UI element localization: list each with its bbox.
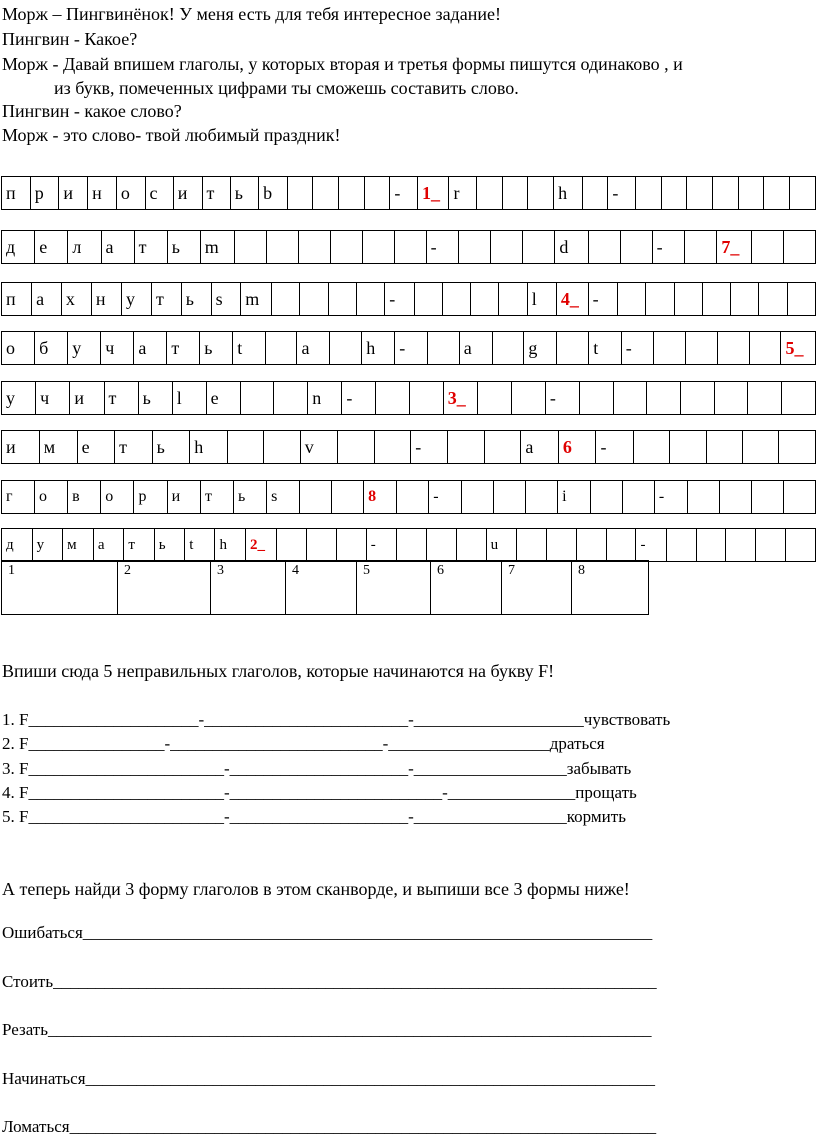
crossword-cell[interactable] — [362, 231, 394, 264]
crossword-cell[interactable] — [633, 431, 669, 464]
crossword-cell[interactable]: ч — [36, 382, 70, 415]
crossword-cell[interactable] — [528, 177, 554, 210]
crossword-cell[interactable] — [680, 382, 714, 415]
crossword-cell[interactable] — [300, 283, 328, 316]
crossword-cell[interactable]: - — [596, 431, 633, 464]
crossword-cell[interactable] — [298, 231, 330, 264]
crossword-cell[interactable]: т — [202, 177, 230, 210]
crossword-cell[interactable]: v — [300, 431, 338, 464]
crossword-cell[interactable]: х — [61, 283, 91, 316]
crossword-cell[interactable]: р — [30, 177, 59, 210]
crossword-cell[interactable]: m — [200, 231, 234, 264]
crossword-cell[interactable] — [706, 431, 742, 464]
crossword-cell[interactable] — [523, 231, 555, 264]
crossword-row — [1, 331, 816, 365]
dialog-line: Морж - это слово- твой любимый праздник! — [2, 125, 341, 145]
crossword-cell[interactable] — [702, 283, 730, 316]
crossword-cell[interactable] — [783, 231, 815, 264]
crossword-cell[interactable]: i — [558, 481, 591, 514]
crossword-cell[interactable]: л — [68, 231, 101, 264]
crossword-cell[interactable]: у — [32, 529, 63, 562]
answer-cell[interactable] — [211, 561, 286, 615]
crossword-cell[interactable] — [414, 283, 442, 316]
crossword-cell[interactable] — [756, 529, 786, 562]
crossword-cell[interactable] — [714, 382, 748, 415]
crossword-cell[interactable] — [779, 431, 816, 464]
crossword-cell[interactable] — [588, 231, 620, 264]
crossword-cell[interactable] — [719, 481, 751, 514]
crossword-cell[interactable]: - — [411, 431, 448, 464]
crossword-cell[interactable] — [613, 382, 647, 415]
crossword-cell[interactable]: - — [390, 177, 418, 210]
crossword-cell[interactable] — [576, 529, 606, 562]
crossword-cell[interactable] — [666, 529, 696, 562]
crossword-cell[interactable] — [526, 481, 558, 514]
crossword-cell[interactable]: 4_ — [556, 283, 588, 316]
crossword-cell[interactable] — [374, 431, 410, 464]
crossword-cell[interactable]: 3_ — [443, 382, 478, 415]
crossword-cell[interactable] — [557, 332, 589, 365]
crossword-cell[interactable] — [448, 431, 484, 464]
crossword-cell[interactable]: ь — [154, 529, 184, 562]
crossword-cell[interactable]: ь — [167, 231, 200, 264]
crossword-cell[interactable]: о — [2, 332, 35, 365]
crossword-cell[interactable] — [502, 177, 528, 210]
answer-number: 6 — [437, 563, 444, 578]
crossword-cell[interactable] — [782, 382, 816, 415]
crossword-cell[interactable] — [300, 481, 332, 514]
task1-item[interactable]: 1. F____________________-________________________-____________________чувствовать — [2, 710, 671, 729]
crossword-cell[interactable]: s — [211, 283, 241, 316]
crossword-cell[interactable] — [726, 529, 756, 562]
crossword-cell[interactable] — [336, 529, 366, 562]
crossword-cell[interactable] — [751, 481, 783, 514]
answer-number-row — [1, 560, 649, 615]
task1-item[interactable]: 4. F_______________________-_________________________-_______________прощать — [2, 783, 637, 802]
crossword-cell[interactable]: г — [2, 481, 35, 514]
crossword-cell[interactable]: 8 — [364, 481, 397, 514]
crossword-cell[interactable]: u — [486, 529, 517, 562]
answer-number: 4 — [292, 563, 299, 578]
crossword-cell[interactable]: р — [134, 481, 167, 514]
crossword-cell[interactable] — [790, 177, 816, 210]
answer-cell[interactable] — [431, 561, 502, 615]
task1-title: Впиши сюда 5 неправильных глаголов, которые начинаются на букву F! — [2, 661, 555, 681]
crossword-cell[interactable]: е — [35, 231, 68, 264]
crossword-cell[interactable]: s — [267, 481, 300, 514]
crossword-cell[interactable]: о — [101, 481, 134, 514]
crossword-cell[interactable]: - — [545, 382, 579, 415]
crossword-cell[interactable] — [492, 332, 524, 365]
crossword-cell[interactable] — [287, 177, 313, 210]
crossword-cell[interactable] — [339, 177, 365, 210]
crossword-cell[interactable]: t — [233, 332, 266, 365]
crossword-row — [1, 282, 816, 316]
crossword-cell[interactable]: о — [34, 481, 67, 514]
crossword-cell[interactable] — [397, 481, 429, 514]
crossword-cell[interactable]: у — [122, 283, 152, 316]
crossword-cell[interactable]: и — [173, 177, 202, 210]
crossword-cell[interactable]: m — [241, 283, 272, 316]
crossword-cell[interactable] — [376, 382, 410, 415]
crossword-cell[interactable]: h — [554, 177, 583, 210]
crossword-cell[interactable]: - — [608, 177, 636, 210]
crossword-cell[interactable] — [512, 382, 546, 415]
crossword-cell[interactable]: е — [77, 431, 115, 464]
crossword-cell[interactable]: т — [151, 283, 181, 316]
dialog-line: Пингвин - какое слово? — [2, 101, 182, 121]
crossword-cell[interactable]: п — [2, 283, 32, 316]
crossword-cell[interactable] — [234, 231, 266, 264]
crossword-cell[interactable] — [646, 283, 674, 316]
crossword-cell[interactable]: н — [91, 283, 121, 316]
crossword-cell[interactable] — [517, 529, 547, 562]
crossword-cell[interactable]: ь — [152, 431, 190, 464]
crossword-cell[interactable] — [743, 431, 779, 464]
crossword-cell[interactable] — [397, 529, 427, 562]
crossword-cell[interactable] — [328, 283, 356, 316]
crossword-cell[interactable]: h — [190, 431, 228, 464]
crossword-cell[interactable]: в — [68, 481, 101, 514]
crossword-cell[interactable] — [674, 283, 702, 316]
crossword-cell[interactable]: у — [2, 382, 36, 415]
crossword-cell[interactable] — [764, 177, 790, 210]
crossword-cell[interactable] — [477, 177, 503, 210]
crossword-cell[interactable] — [456, 529, 486, 562]
task2-item[interactable]: Стоить_______________________________________________________________________ — [2, 972, 657, 991]
crossword-cell[interactable]: м — [39, 431, 77, 464]
dialog-line: Пингвин - Какое? — [2, 29, 138, 49]
task2-item[interactable]: Начинаться___________________________________________________________________ — [2, 1069, 656, 1088]
crossword-cell[interactable] — [751, 231, 783, 264]
crossword-cell[interactable]: и — [2, 431, 40, 464]
crossword-cell[interactable]: - — [429, 481, 462, 514]
crossword-cell[interactable]: g — [524, 332, 557, 365]
crossword-cell[interactable] — [622, 481, 654, 514]
task1-item[interactable]: 3. F_______________________-_____________________-__________________забывать — [2, 759, 632, 778]
crossword-cell[interactable]: - — [366, 529, 396, 562]
crossword-cell[interactable] — [661, 177, 687, 210]
crossword-cell[interactable]: - — [652, 231, 685, 264]
crossword-cell[interactable] — [394, 231, 426, 264]
answer-cell[interactable] — [572, 561, 649, 615]
task2-item[interactable]: Ломаться_____________________________________________________________________ — [2, 1117, 657, 1136]
crossword-cell[interactable]: т — [115, 431, 152, 464]
crossword-cell[interactable] — [654, 332, 686, 365]
answer-cell[interactable] — [357, 561, 431, 615]
answer-number: 2 — [124, 563, 131, 578]
crossword-cell[interactable] — [410, 382, 444, 415]
crossword-cell[interactable]: a — [521, 431, 559, 464]
crossword-cell[interactable]: т — [134, 231, 167, 264]
crossword-cell[interactable] — [491, 231, 523, 264]
crossword-cell[interactable]: а — [134, 332, 167, 365]
crossword-cell[interactable]: 2_ — [246, 529, 277, 562]
crossword-cell[interactable]: e — [206, 382, 240, 415]
answer-number: 5 — [363, 563, 370, 578]
crossword-cell[interactable] — [606, 529, 636, 562]
crossword-cell[interactable]: а — [101, 231, 134, 264]
crossword-cell[interactable] — [696, 529, 726, 562]
crossword-cell[interactable]: 7_ — [717, 231, 751, 264]
crossword-cell[interactable]: ь — [181, 283, 211, 316]
crossword-cell[interactable]: a — [459, 332, 492, 365]
crossword-cell[interactable] — [787, 283, 815, 316]
crossword-cell[interactable] — [427, 332, 459, 365]
crossword-cell[interactable]: т — [104, 382, 138, 415]
task1-item[interactable]: 5. F_______________________-_____________________-__________________кормить — [2, 807, 626, 826]
crossword-cell[interactable]: и — [167, 481, 200, 514]
crossword-cell[interactable] — [471, 283, 499, 316]
crossword-cell[interactable]: т — [200, 481, 233, 514]
crossword-cell[interactable] — [738, 177, 764, 210]
crossword-cell[interactable]: и — [70, 382, 104, 415]
crossword-cell[interactable] — [685, 231, 717, 264]
crossword-cell[interactable] — [364, 177, 390, 210]
crossword-cell[interactable] — [783, 481, 815, 514]
crossword-cell[interactable] — [636, 177, 662, 210]
task1-item[interactable]: 2. F________________-_________________________-___________________драться — [2, 734, 605, 753]
crossword-row — [1, 381, 816, 415]
crossword-cell[interactable]: r — [449, 177, 477, 210]
crossword-cell[interactable] — [264, 431, 300, 464]
crossword-cell[interactable] — [717, 332, 749, 365]
crossword-cell[interactable] — [546, 529, 576, 562]
crossword-cell[interactable]: - — [621, 332, 654, 365]
crossword-cell[interactable] — [462, 481, 494, 514]
crossword-cell[interactable] — [240, 382, 274, 415]
crossword-cell[interactable]: l — [172, 382, 206, 415]
crossword-cell[interactable] — [442, 283, 470, 316]
answer-cell[interactable] — [286, 561, 357, 615]
crossword-cell[interactable] — [484, 431, 520, 464]
crossword-cell[interactable] — [499, 283, 527, 316]
crossword-cell[interactable] — [731, 283, 759, 316]
crossword-cell[interactable]: т — [167, 332, 200, 365]
crossword-cell[interactable]: н — [88, 177, 117, 210]
crossword-cell[interactable] — [274, 382, 308, 415]
crossword-cell[interactable]: n — [308, 382, 342, 415]
crossword-row — [1, 430, 816, 464]
crossword-cell[interactable] — [748, 382, 782, 415]
crossword-cell[interactable]: п — [2, 177, 31, 210]
crossword-cell[interactable] — [590, 481, 622, 514]
crossword-cell[interactable] — [330, 231, 362, 264]
crossword-cell[interactable]: h — [362, 332, 395, 365]
crossword-cell[interactable] — [618, 283, 646, 316]
crossword-cell[interactable] — [494, 481, 526, 514]
crossword-cell[interactable]: б — [35, 332, 68, 365]
crossword-row — [1, 480, 816, 514]
crossword-cell[interactable]: м — [63, 529, 94, 562]
crossword-cell[interactable] — [313, 177, 339, 210]
task2-title: А теперь найди 3 форму глаголов в этом сканворде, и выпиши все 3 формы ниже! — [2, 879, 630, 899]
crossword-cell[interactable] — [266, 231, 298, 264]
crossword-cell[interactable] — [459, 231, 491, 264]
crossword-cell[interactable]: - — [588, 283, 617, 316]
crossword-cell[interactable] — [686, 332, 718, 365]
crossword-cell[interactable]: ь — [233, 481, 266, 514]
crossword-cell[interactable] — [687, 481, 719, 514]
crossword-cell[interactable]: а — [32, 283, 62, 316]
answer-cell[interactable] — [118, 561, 211, 615]
crossword-cell[interactable]: t — [589, 332, 622, 365]
crossword-cell[interactable] — [356, 283, 384, 316]
crossword-row — [1, 230, 816, 264]
crossword-cell[interactable]: a — [297, 332, 330, 365]
crossword-cell[interactable]: d — [555, 231, 588, 264]
crossword-cell[interactable]: у — [68, 332, 101, 365]
crossword-cell[interactable]: о — [116, 177, 145, 210]
crossword-cell[interactable]: ч — [101, 332, 134, 365]
crossword-cell[interactable] — [307, 529, 337, 562]
crossword-cell[interactable] — [620, 231, 652, 264]
crossword-cell[interactable] — [713, 177, 739, 210]
crossword-cell[interactable]: - — [385, 283, 414, 316]
crossword-cell[interactable] — [338, 431, 374, 464]
crossword-cell[interactable] — [265, 332, 297, 365]
crossword-cell[interactable] — [670, 431, 706, 464]
crossword-cell[interactable]: ь — [138, 382, 172, 415]
answer-cell[interactable] — [2, 561, 118, 615]
crossword-row — [1, 176, 816, 210]
crossword-cell[interactable] — [579, 382, 613, 415]
crossword-cell[interactable]: д — [2, 231, 35, 264]
crossword-row — [1, 528, 816, 562]
crossword-cell[interactable]: - — [395, 332, 428, 365]
crossword-cell[interactable]: а — [93, 529, 123, 562]
answer-number: 1 — [8, 563, 15, 578]
crossword-cell[interactable] — [277, 529, 307, 562]
task2-item[interactable]: Резать_______________________________________________________________________ — [2, 1020, 652, 1039]
crossword-cell[interactable] — [759, 283, 787, 316]
crossword-cell[interactable]: 1_ — [418, 177, 449, 210]
dialog-line: Морж – Пингвинёнок! У меня есть для тебя интересное задание! — [2, 4, 501, 24]
crossword-cell[interactable] — [478, 382, 512, 415]
crossword-cell[interactable] — [272, 283, 300, 316]
answer-cell[interactable] — [502, 561, 572, 615]
crossword-cell[interactable]: - — [636, 529, 666, 562]
crossword-cell[interactable]: 5_ — [781, 332, 816, 365]
crossword-cell[interactable]: ь — [230, 177, 258, 210]
crossword-cell[interactable]: - — [654, 481, 687, 514]
answer-number: 3 — [217, 563, 224, 578]
crossword-cell[interactable]: t — [185, 529, 215, 562]
crossword-cell[interactable]: 6 — [558, 431, 596, 464]
crossword-cell[interactable] — [332, 481, 364, 514]
answer-number: 8 — [578, 563, 585, 578]
task2-item[interactable]: Ошибаться___________________________________________________________________ — [2, 923, 653, 942]
crossword-cell[interactable]: и — [59, 177, 88, 210]
crossword-cell[interactable]: l — [527, 283, 556, 316]
crossword-cell[interactable] — [786, 529, 816, 562]
crossword-cell[interactable] — [330, 332, 362, 365]
dialog-line: Морж - Давай впишем глаголы, у которых вторая и третья формы пишутся одинаково , и — [2, 54, 683, 74]
crossword-cell[interactable]: - — [342, 382, 376, 415]
crossword-cell[interactable] — [647, 382, 681, 415]
crossword-cell[interactable]: т — [124, 529, 154, 562]
crossword-cell[interactable] — [426, 529, 456, 562]
crossword-cell[interactable]: h — [215, 529, 246, 562]
crossword-cell[interactable]: b — [259, 177, 288, 210]
crossword-cell[interactable] — [687, 177, 713, 210]
crossword-cell[interactable] — [749, 332, 781, 365]
crossword-cell[interactable] — [582, 177, 608, 210]
crossword-cell[interactable] — [227, 431, 263, 464]
dialog-line: из букв, помеченных цифрами ты сможешь составить слово. — [54, 78, 519, 98]
crossword-cell[interactable]: с — [145, 177, 173, 210]
crossword-cell[interactable]: д — [2, 529, 33, 562]
crossword-cell[interactable]: - — [426, 231, 459, 264]
crossword-cell[interactable]: ь — [200, 332, 233, 365]
answer-number: 7 — [508, 563, 515, 578]
